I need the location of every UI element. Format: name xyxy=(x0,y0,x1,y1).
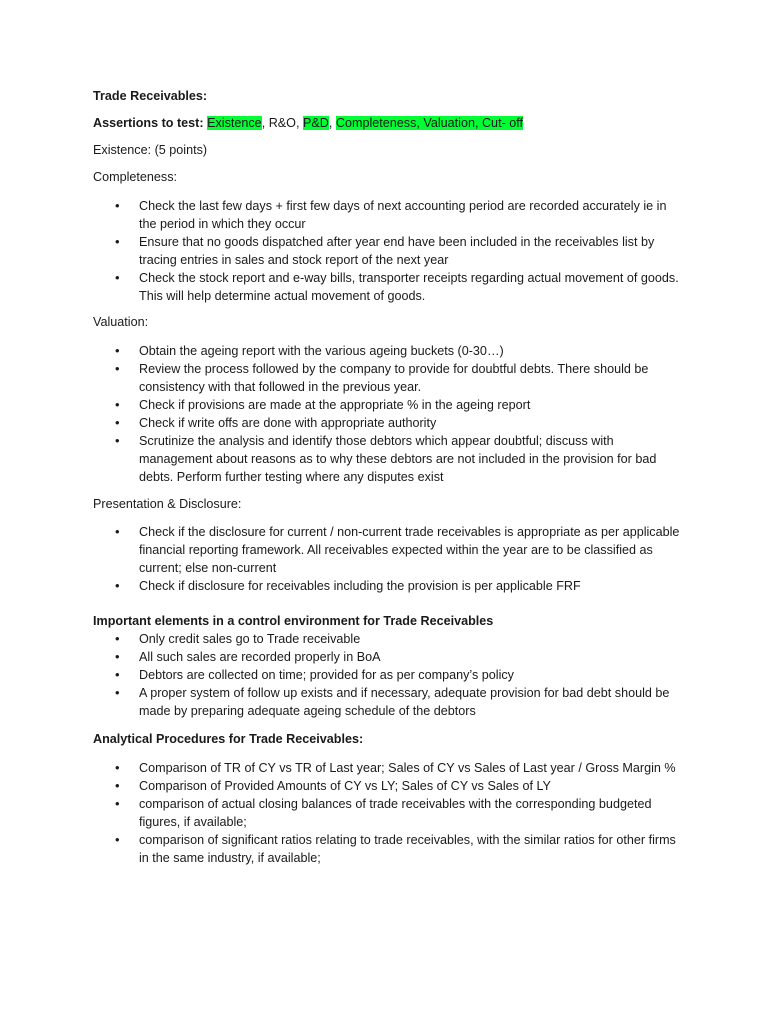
existence-heading: Existence: (5 points) xyxy=(93,143,208,157)
list-item: • Debtors are collected on time; provided for as per company’s policy xyxy=(93,666,683,684)
assertions-line: Assertions to test: Existence, R&O, P&D, Completeness, Valuation, Cut- off xyxy=(93,116,524,130)
list-item: • Only credit sales go to Trade receivable xyxy=(93,630,683,648)
list-item: • Comparison of Provided Amounts of CY vs LY; Sales of CY vs Sales of LY xyxy=(93,777,683,795)
list-item: • Obtain the ageing report with the various ageing buckets (0-30…) xyxy=(93,342,683,360)
list-item: • comparison of actual closing balances of trade receivables with the corresponding budgeted figures, if available; xyxy=(93,795,683,831)
assertion-pd: P&D xyxy=(302,116,329,130)
list-item: • Check if write offs are done with appropriate authority xyxy=(93,414,683,432)
completeness-list xyxy=(93,197,683,305)
assertion-ro: R&O xyxy=(268,116,296,130)
list-item: • Check if provisions are made at the appropriate % in the ageing report xyxy=(93,396,683,414)
document-title: Trade Receivables: xyxy=(93,89,208,103)
list-item: • Check if disclosure for receivables including the provision is per applicable FRF xyxy=(93,577,683,595)
presentation-list xyxy=(93,523,683,595)
presentation-heading: Presentation & Disclosure: xyxy=(93,497,242,511)
list-item: • Ensure that no goods dispatched after year end have been included in the receivables list by tracing entries in sales and stock report of the next year xyxy=(93,233,683,269)
analytical-list xyxy=(93,759,683,867)
list-item: • comparison of significant ratios relating to trade receivables, with the similar ratios for other firms in the same industry, if available; xyxy=(93,831,683,867)
assertion-existence: Existence xyxy=(207,116,262,130)
control-list xyxy=(93,630,683,720)
list-item: • All such sales are recorded properly in BoA xyxy=(93,648,683,666)
assertion-completeness-valuation-cutoff: Completeness, Valuation, Cut- off xyxy=(335,116,524,130)
list-item: • Review the process followed by the company to provide for doubtful debts. There should be consistency with that followed in the previous year. xyxy=(93,360,683,396)
analytical-heading: Analytical Procedures for Trade Receivables: xyxy=(93,732,364,746)
control-heading: Important elements in a control environment for Trade Receivables xyxy=(93,614,494,628)
list-item: • Check if the disclosure for current / non-current trade receivables is appropriate as per applicable financial reporting framework. All receivables expected within the year are to be classified as current; else non-current xyxy=(93,523,683,577)
list-item: • Check the stock report and e-way bills, transporter receipts regarding actual movement of goods. This will help determine actual movement of goods. xyxy=(93,269,683,305)
assertions-label: Assertions to test: xyxy=(93,116,204,130)
list-item: • Check the last few days + first few days of next accounting period are recorded accurately ie in the period in which they occur xyxy=(93,197,683,233)
valuation-heading: Valuation: xyxy=(93,315,149,329)
list-item: • Comparison of TR of CY vs TR of Last year; Sales of CY vs Sales of Last year / Gross Margin % xyxy=(93,759,683,777)
valuation-list xyxy=(93,342,683,486)
list-item: • A proper system of follow up exists and if necessary, adequate provision for bad debt should be made by preparing adequate ageing schedule of the debtors xyxy=(93,684,683,720)
list-item: • Scrutinize the analysis and identify those debtors which appear doubtful; discuss with management about reasons as to why these debtors are not included in the provision for bad debts. Perform further testing where any disputes exist xyxy=(93,432,683,486)
completeness-heading: Completeness: xyxy=(93,170,177,184)
